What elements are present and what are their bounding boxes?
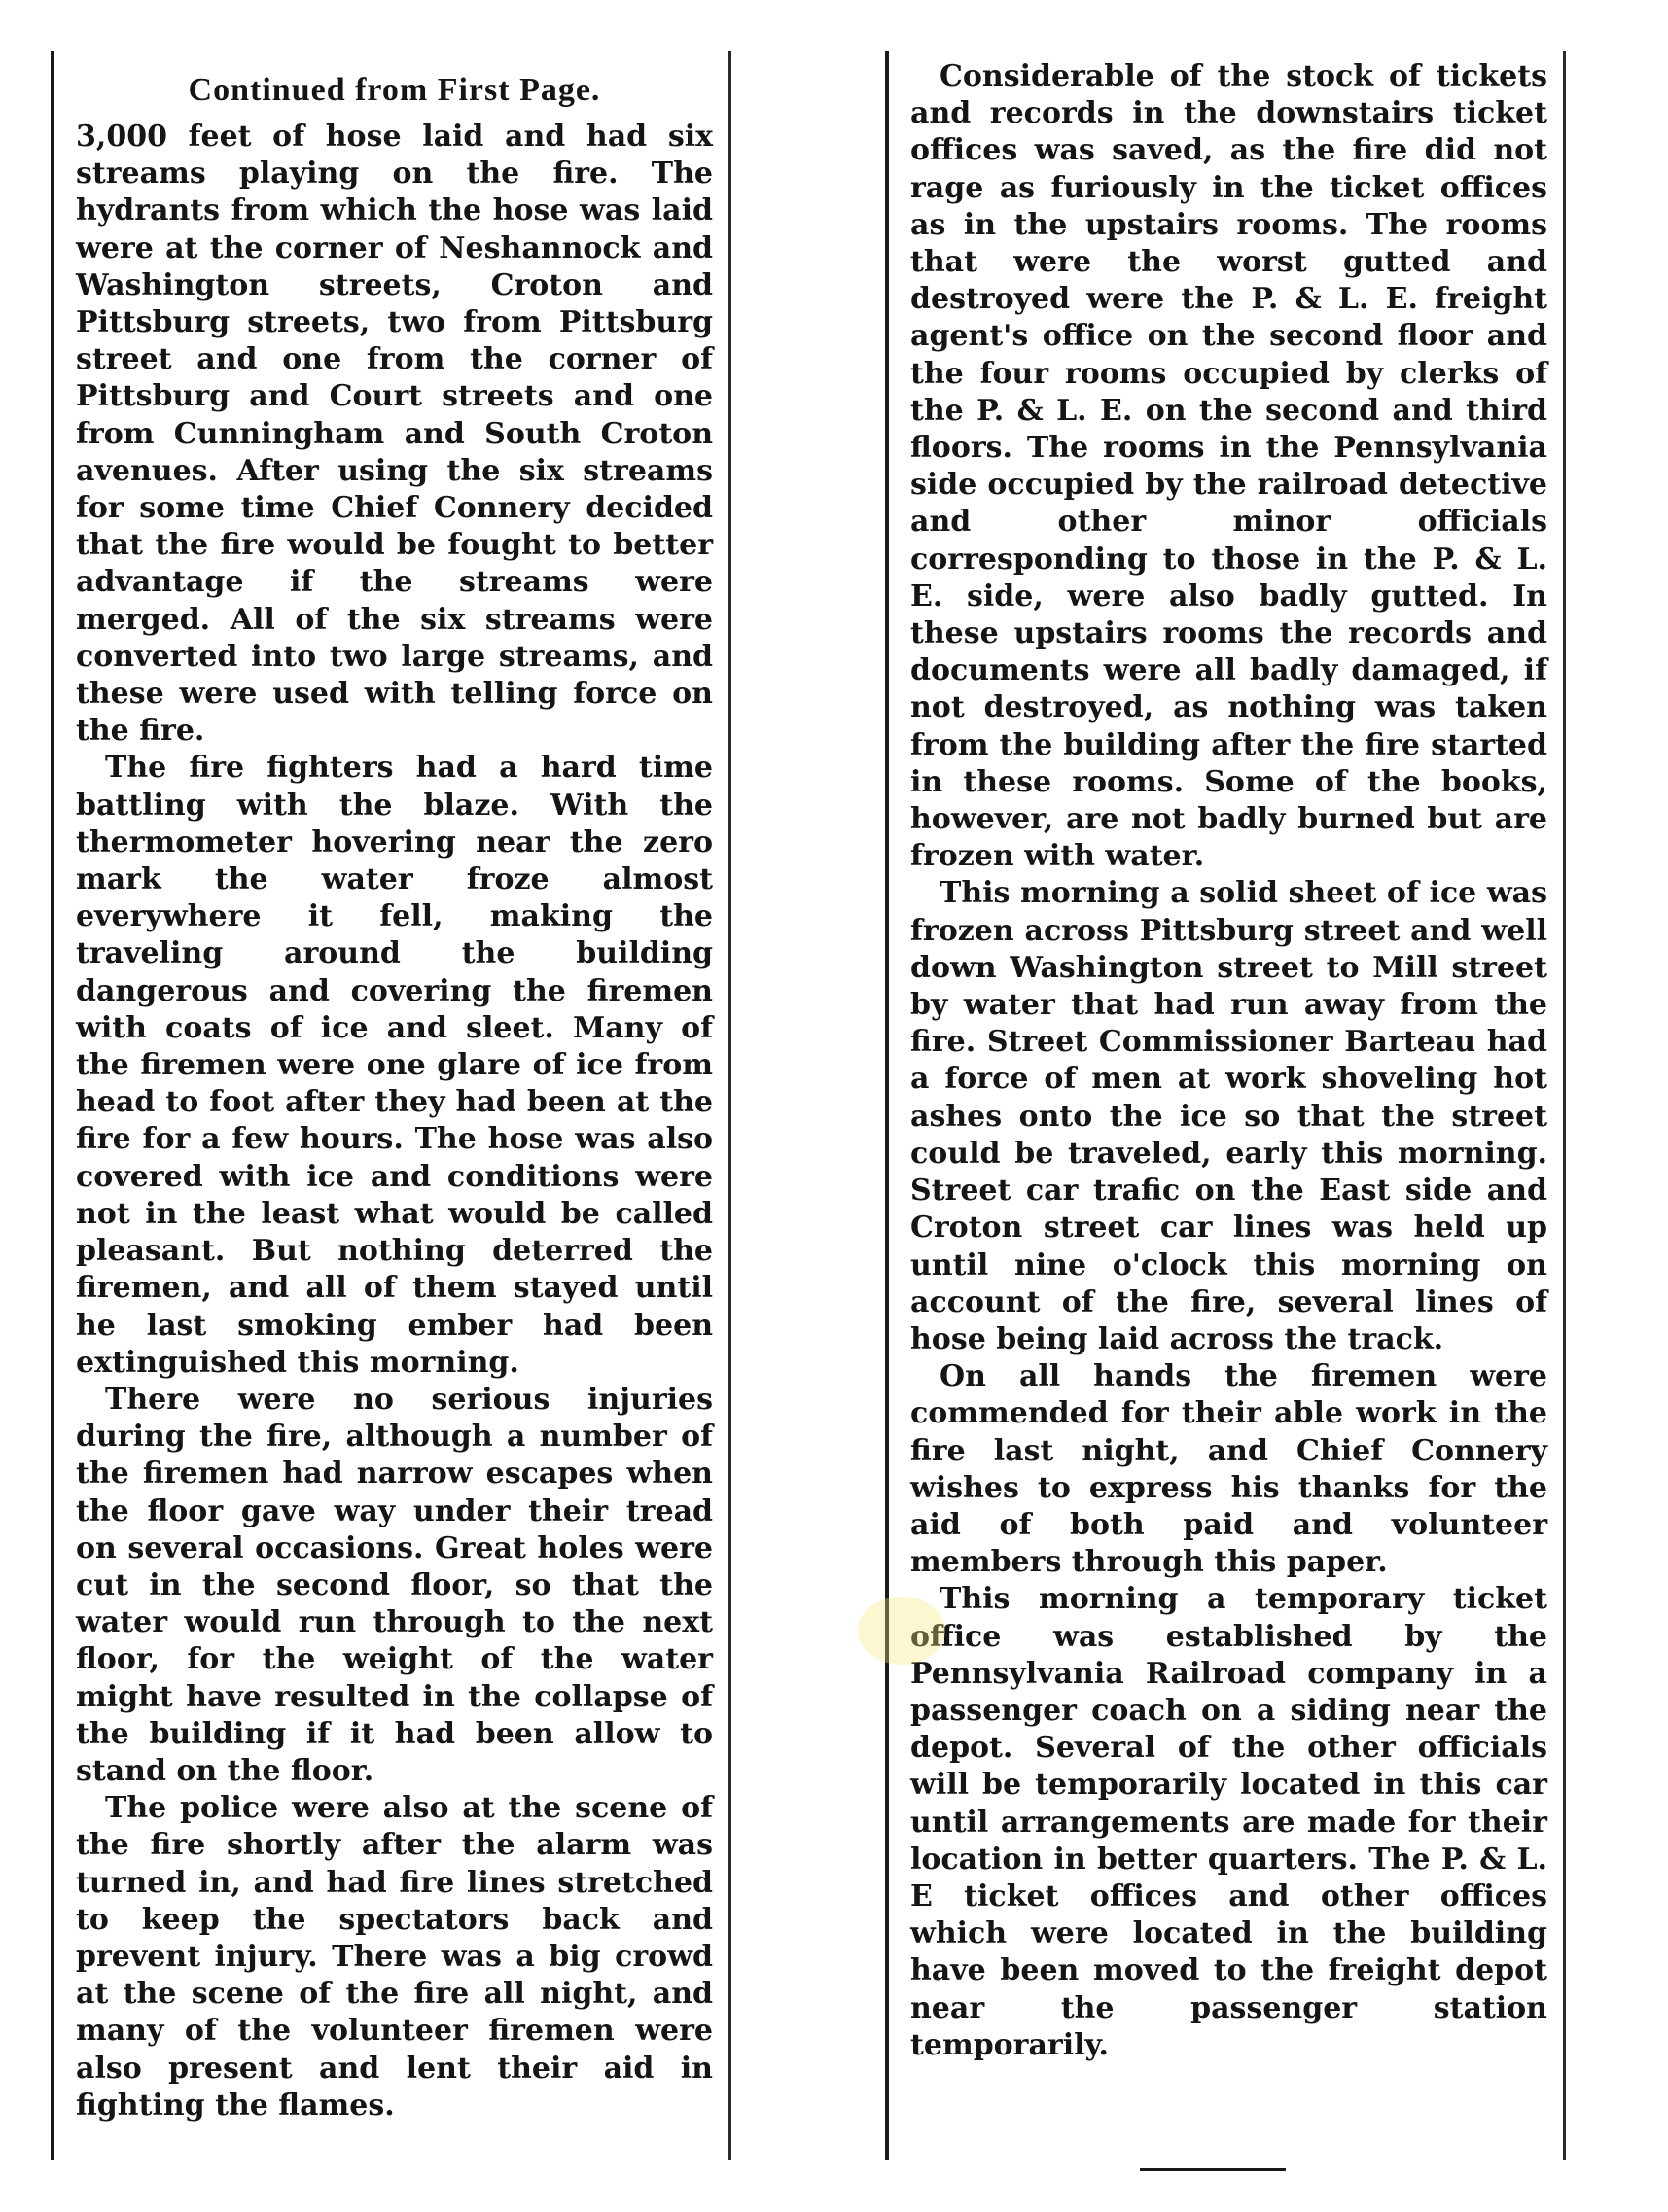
article-paragraph: The fire fighters had a hard time battling with the blaze. With the thermometer hovering near the zero mark the water froze almost everywhere it fell, making the traveling around the building dangerous and covering the firemen with coats of ice and sleet. Many of the firemen were one glare of ice from head to foot after they had been at the fire for a few hours. The hose was also covered with ice and conditions were not in the least what would be called pleasant. But nothing deterred the firemen, and all of them stayed until he last smoking ember had been extinguished this morning.	[76, 751, 713, 1380]
article-paragraph: 3,000 feet of hose laid and had six streams playing on the fire. The hydrants from which the hose was laid were at the corner of Neshannock and Washington streets, Croton and Pittsburg streets, two from Pittsburg street and one from the corner of Pittsburg and Court streets and one from Cunningham and South Croton avenues. After using the six streams for some time Chief Connery decided that the fire would be fought to better advantage if the streams were merged. All of the six streams were converted into two large streams, and these were used with telling force on the fire.	[76, 120, 713, 749]
end-of-article-rule	[1140, 2168, 1286, 2171]
paper-stain	[858, 1597, 945, 1665]
article-paragraph: There were no serious injuries during the fire, although a number of the firemen had narrow escapes when the floor gave way under their tread on several occasions. Great holes were cut in the second floor, so that the water would run through to the next floor, for the weight of the water might have resulted in the collapse of the building if it had been allow to stand on the floor.	[76, 1382, 713, 1788]
article-paragraph: Considerable of the stock of tickets and records in the downstairs ticket offices was saved, as the fire did not rage as furiously in the ticket offices as in the upstairs rooms. The rooms that were the worst gutted and destroyed were the P. & L. E. freight agent's office on the second floor and the four rooms occupied by clerks of the P. & L. E. on the second and third floors. The rooms in the Pennsylvania side occupied by the railroad detective and other minor officials corresponding to those in the P. & L. E. side, were also badly gutted. In these upstairs rooms the records and documents were all badly damaged, if not destroyed, as nothing was taken from the building after the fire started in these rooms. Some of the books, however, are not badly burned but are frozen with water.	[910, 59, 1547, 874]
newspaper-clipping	[51, 51, 1616, 2170]
article-paragraph: On all hands the firemen were commended for their able work in the fire last night, and Chief Connery wishes to express his thanks for the aid of both paid and volunteer members through this paper.	[910, 1359, 1547, 1580]
article-paragraph: The police were also at the scene of the fire shortly after the alarm was turned in, and had fire lines stretched to keep the spectators back and prevent injury. There was a big crowd at the scene of the fire all night, and many of the volunteer firemen were also present and lent their aid in fighting the flames.	[76, 1791, 713, 2123]
continued-heading: Continued from First Page.	[188, 72, 601, 108]
article-paragraph: This morning a temporary ticket office was established by the Pennsylvania Railroad company in a passenger coach on a siding near the depot. Several of the other officials will be temporarily located in this car until arrangements are made for their location in better quarters. The P. & L. E ticket offices and other offices which were located in the building have been moved to the freight depot near the passenger station temporarily.	[910, 1582, 1547, 2062]
left-column	[51, 51, 731, 2160]
right-column	[885, 51, 1566, 2160]
article-paragraph: This morning a solid sheet of ice was frozen across Pittsburg street and well down Washington street to Mill street by water that had run away from the fire. Street Commissioner Barteau had a force of men at work shoveling hot ashes onto the ice so that the street could be traveled, early this morning. Street car trafic on the East side and Croton street car lines was held up until nine o'clock this morning on account of the fire, several lines of hose being laid across the track.	[910, 876, 1547, 1356]
